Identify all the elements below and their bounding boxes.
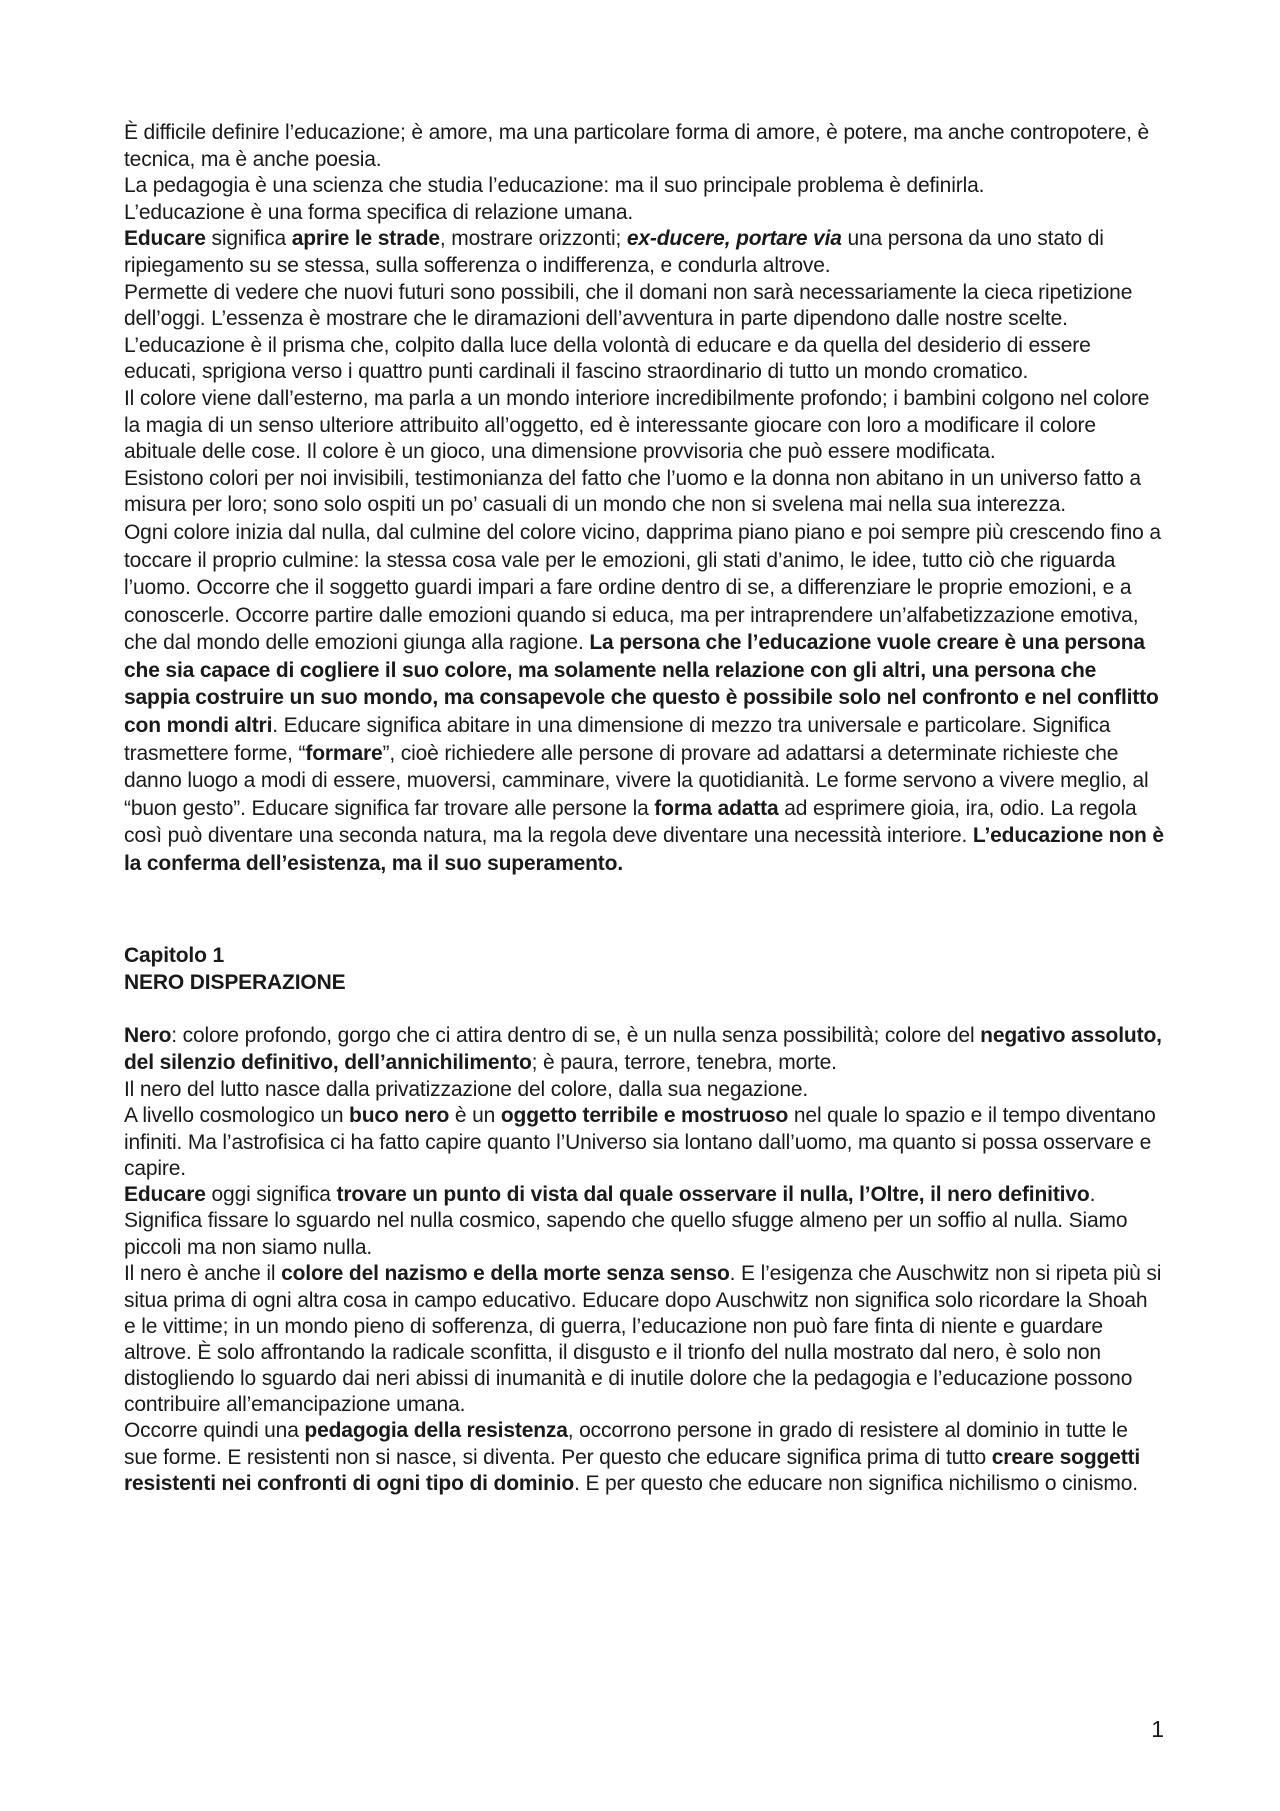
text-run: una persona da uno stato di ripiegamento su se stessa, sulla sofferenza o indifferenza, e condurla altrove. [124, 227, 1104, 277]
chapter-paragraph-3 [124, 1103, 1164, 1181]
spacer [124, 878, 1164, 942]
bold-educare: Educare [124, 227, 206, 251]
text-run: . Educare significa abitare in una dimensione di mezzo tra universale e particolare. Significa trasmettere forme, “ [124, 714, 1111, 765]
bold-soggetti-resistenti: creare soggetti resistenti nei confronti di ogni tipo di dominio [124, 1445, 1141, 1496]
bold-aprire-le-strade: aprire le strade [291, 227, 440, 251]
text-run: . E per questo che educare non significa nichilismo o cinismo. [574, 1472, 1138, 1496]
text-run: Occorre quindi una [124, 1419, 305, 1443]
bold-italic-ex-ducere: ex-ducere, portare via [626, 227, 842, 251]
page-content [124, 120, 1164, 1498]
chapter-paragraph-1 [124, 1022, 1164, 1077]
chapter-paragraph-4 [124, 1182, 1164, 1262]
bold-punto-di-vista: trovare un punto di vista dal quale osservare il nulla, l’Oltre, il nero definitivo [336, 1182, 1090, 1206]
intro-paragraph-7: Il colore viene dall’esterno, ma parla a un mondo interiore incredibilmente profondo; i bambini colgono nel colore la magia di un senso ulteriore attribuito all’oggetto, ed è interessante giocare con loro a modificare il colore abituale delle cose. Il colore è un gioco, una dimensione provvisoria che può essere modificata. [124, 386, 1150, 464]
text-run: A livello cosmologico un [124, 1104, 350, 1128]
text-run: oggi significa [205, 1182, 337, 1206]
chapter-paragraph-2: Il nero del lutto nasce dalla privatizzazione del colore, dalla sua negazione. [124, 1077, 809, 1101]
text-run: Il nero è anche il [124, 1262, 282, 1286]
spacer [124, 996, 1164, 1022]
bold-formare: formare [305, 741, 383, 765]
bold-pedagogia-della-resistenza: pedagogia della resistenza [304, 1419, 568, 1443]
intro-paragraph-3: L’educazione è una forma specifica di relazione umana. [124, 200, 634, 224]
intro-paragraph-2: La pedagogia è una scienza che studia l’educazione: ma il suo principale problema è definirla. [124, 174, 985, 198]
intro-paragraph-5: Permette di vedere che nuovi futuri sono possibili, che il domani non sarà necessariamente la cieca ripetizione dell’oggi. L’essenza è mostrare che le diramazioni dell’avventura in parte dipendono dalle nostre scelte. [124, 280, 1133, 331]
bold-negativo-assoluto: negativo assoluto, del silenzio definitivo, dell’annichilimento [124, 1023, 1162, 1075]
chapter-number: Capitolo 1 [124, 943, 225, 967]
text-run: nel quale lo spazio e il tempo diventano infiniti. Ma l’astrofisica ci ha fatto capire quanto l’Universo sia lontano dall’uomo, ma quanto si possa osservare e capire. [124, 1104, 1156, 1180]
text-run: : colore profondo, gorgo che ci attira dentro di se, è un nulla senza possibilità; colore del [171, 1023, 981, 1047]
text-run: . E l’esigenza che Auschwitz non si ripeta più si situa prima di ogni altra cosa in campo educativo. Educare dopo Auschwitz non significa solo ricordare la Shoah e le vittime; in un mondo pieno di sofferenza, di guerra, l’educazione non può fare finta di niente e guardare altrove. È solo affrontando la radicale sconfitta, il disgusto e il trionfo del nulla mostrato dal nero, è solo non distogliendo lo sguardo dai neri abissi di inumanità e di inutile dolore che la pedagogia e l’educazione possono contribuire all’emancipazione umana. [124, 1262, 1162, 1416]
text-run: è un [449, 1104, 501, 1128]
intro-paragraph-8: Esistono colori per noi invisibili, testimonianza del fatto che l’uomo e la donna non abitano in un universo fatto a misura per loro; sono solo ospiti un po’ casuali di un mondo che non si svelena mai nella sua interezza. [124, 466, 1141, 517]
text-run: Ogni colore inizia dal nulla, dal culmine del colore vicino, dapprima piano piano e poi sempre più crescendo fino a toccare il proprio culmine: la stessa cosa vale per le emozioni, gli stati d’animo, le idee, tutto ciò che riguarda l’uomo. Occorre che il soggetto guardi impari a fare ordine dentro di se, a differenziare le proprie emozioni, e a conoscerle. Occorre partire dalle emozioni quando si educa, ma per intraprendere un’alfabetizzazione emotiva, che dal mondo delle emozioni giunga alla ragione. [124, 520, 1161, 655]
text-run: ad esprimere gioia, ira, odio. La regola così può diventare una seconda natura, ma la regola deve diventare una necessità interiore. [124, 796, 1137, 848]
intro-paragraph-1: È difficile definire l’educazione; è amore, ma una particolare forma di amore, è potere, ma anche contropotere, è tecnica, ma è anche poesia. [124, 121, 1150, 171]
chapter-title: NERO DISPERAZIONE [124, 970, 346, 994]
text-run: , mostrare orizzonti; [439, 227, 627, 251]
chapter-paragraph-5 [124, 1261, 1164, 1418]
intro-paragraph-6: L’educazione è il prisma che, colpito dalla luce della volontà di educare e da quella del desiderio di essere educati, sprigiona verso i quattro punti cardinali il fascino straordinario di tutto un mondo cromatico. [124, 333, 1091, 384]
bold-educare: Educare [124, 1182, 206, 1206]
bold-conclusion: L’educazione non è la conferma dell’esistenza, ma il suo superamento. [124, 824, 1164, 876]
bold-colore-del-nazismo: colore del nazismo e della morte senza senso [281, 1262, 730, 1286]
bold-forma-adatta: forma adatta [654, 796, 779, 820]
bold-oggetto-terribile: oggetto terribile e mostruoso [500, 1104, 789, 1128]
text-run: , occorrono persone in grado di resistere al dominio in tutte le sue forme. E resistenti non si nasce, si diventa. Per questo che educare significa prima di tutto [124, 1419, 1128, 1469]
intro-paragraph-4 [124, 226, 1164, 279]
bold-nero: Nero [124, 1023, 172, 1047]
page-number: 1 [1151, 1716, 1164, 1742]
text-run: ; è paura, terrore, tenebra, morte. [531, 1051, 837, 1075]
bold-buco-nero: buco nero [349, 1104, 450, 1128]
chapter-paragraph-6 [124, 1418, 1164, 1498]
text-run: . Significa fissare lo sguardo nel nulla cosmico, sapendo che quello sfugge almeno per un soffio al nulla. Siamo piccoli ma non siamo nulla. [124, 1182, 1128, 1259]
bold-la-persona: La persona che l’educazione vuole creare è una persona che sia capace di cogliere il suo colore, ma solamente nella relazione con gli altri, una persona che sappia costruire un suo mondo, ma consapevole che questo è possibile solo nel confronto e nel conflitto con mondi altri [124, 631, 1159, 738]
intro-paragraph-9 [124, 519, 1164, 878]
text-run: significa [205, 227, 292, 251]
text-run: ”, cioè richiedere alle persone di provare ad adattarsi a determinate richieste che danno luogo a modi di essere, muoversi, camminare, vivere la quotidianità. Le forme servono a vivere meglio, al “buon gesto”. Educare significa far trovare alle persone la [124, 741, 1149, 820]
